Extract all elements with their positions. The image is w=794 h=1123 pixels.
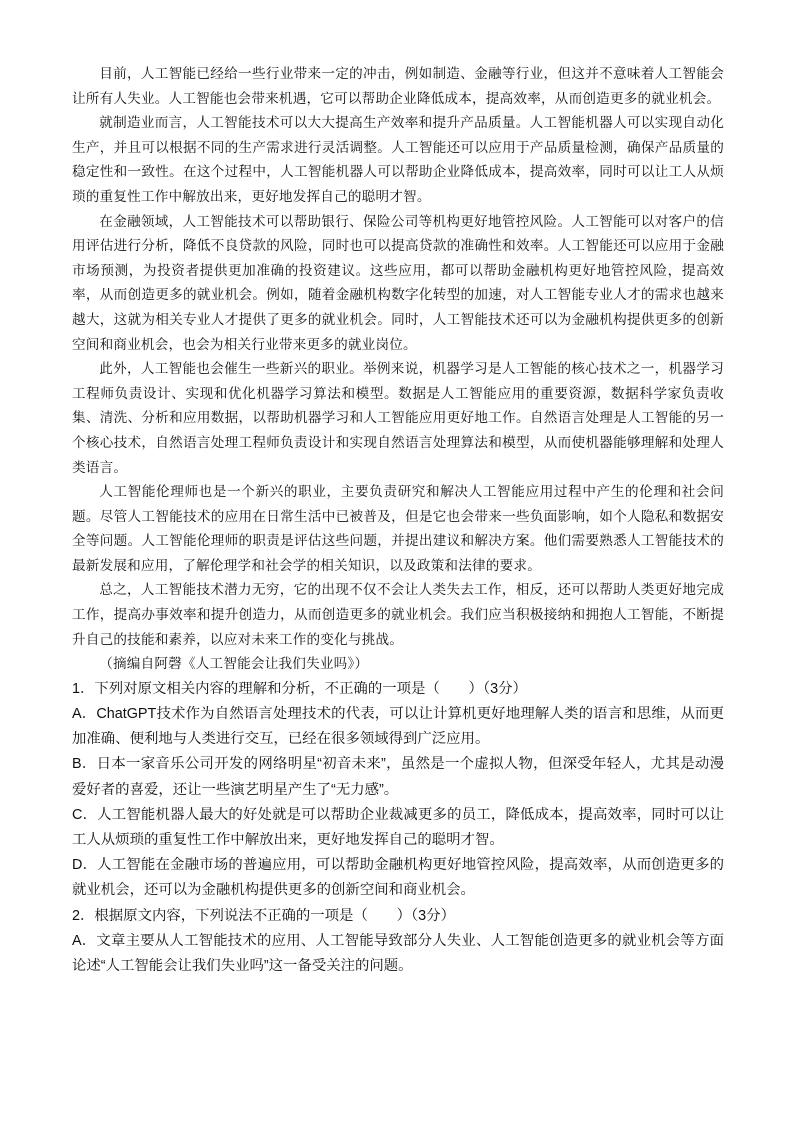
question-2-option-a: A．文章主要从人工智能技术的应用、人工智能导致部分人失业、人工智能创造更多的就业机会等方面论述“人工智能会让我们失业吗”这一备受关注的问题。 <box>72 932 724 975</box>
reading-passage <box>72 62 724 677</box>
question-1-option-b: B．日本一家音乐公司开发的网络明星“初音未来”，虽然是一个虚拟人物，但深受年轻人，尤其是动漫爱好者的喜爱，还让一些演艺明星产生了“无力感”。 <box>72 756 724 798</box>
passage-paragraph-5: 人工智能伦理师也是一个新兴的职业，主要负责研究和解决人工智能应用过程中产生的伦理和社会问题。尽管人工智能技术的应用在日常生活中已被普及，但是它也会带来一些负面影响，如个人隐私和数据安全等问题。人工智能伦理师的职责是评估这些问题，并提出建议和解决方案。他们需要熟悉人工智能技术的最新发展和应用，了解伦理学和社会学的相关知识，以及政策和法律的要求。 <box>72 484 724 574</box>
passage-paragraph-4: 此外，人工智能也会催生一些新兴的职业。举例来说，机器学习是人工智能的核心技术之一，机器学习工程师负责设计、实现和优化机器学习算法和模型。数据是人工智能应用的重要资源，数据科学家负责收集、清洗、分析和应用数据，以帮助机器学习和人工智能应用更好地工作。自然语言处理是人工智能的另一个核心技术，自然语言处理工程师负责设计和实现自然语言处理算法和模型，从而使机器能够理解和处理人类语言。 <box>72 361 724 476</box>
question-1-option-c: C．人工智能机器人最大的好处就是可以帮助企业裁减更多的员工，降低成本，提高效率，同时可以让工人从烦琐的重复性工作中解放出来，更好地发挥自己的聪明才智。 <box>72 806 724 849</box>
passage-paragraph-2: 就制造业而言，人工智能技术可以大大提高生产效率和提升产品质量。人工智能机器人可以实现自动化生产，并且可以根据不同的生产需求进行灵活调整。人工智能还可以应用于产品质量检测，确保产品质量的稳定性和一致性。在这个过程中，人工智能机器人可以帮助企业降低成本，提高效率，同时可以让工人从烦琐的重复性工作中解放出来，更好地发挥自己的聪明才智。 <box>72 115 724 205</box>
passage-paragraph-3: 在金融领域，人工智能技术可以帮助银行、保险公司等机构更好地管控风险。人工智能可以对客户的信用评估进行分析，降低不良贷款的风险，同时也可以提高贷款的准确性和效率。人工智能还可以应用于金融市场预测，为投资者提供更加准确的投资建议。这些应用，都可以帮助金融机构更好地管控风险，提高效率，从而创造更多的就业机会。例如，随着金融机构数字化转型的加速，对人工智能专业人才的需求也越来越大，这就为相关专业人才提供了更多的就业机会。同时，人工智能技术还可以为金融机构提供更多的创新空间和商业机会，也会为相关行业带来更多的就业岗位。 <box>72 213 724 353</box>
question-2 <box>72 904 724 980</box>
question-2-stem: 2．根据原文内容，下列说法不正确的一项是（ ）（3分） <box>72 907 455 924</box>
question-1 <box>72 677 724 904</box>
passage-paragraph-6: 总之，人工智能技术潜力无穷，它的出现不仅不会让人类失去工作，相反，还可以帮助人类更好地完成工作，提高办事效率和提升创造力，从而创造更多的就业机会。我们应当积极接纳和拥抱人工智能，不断提升自己的技能和素养，以应对未来工作的变化与挑战。 <box>72 582 724 648</box>
question-list <box>72 677 724 979</box>
passage-paragraph-1: 目前，人工智能已经给一些行业带来一定的冲击，例如制造、金融等行业，但这并不意味着人工智能会让所有人失业。人工智能也会带来机遇，它可以帮助企业降低成本，提高效率，从而创造更多的就业机会。 <box>72 66 724 107</box>
question-1-option-d: D．人工智能在金融市场的普遍应用，可以帮助金融机构更好地管控风险，提高效率，从而创造更多的就业机会，还可以为金融机构提供更多的创新空间和商业机会。 <box>72 857 724 899</box>
exam-page <box>72 62 724 979</box>
passage-source: （摘编自阿磬《人工智能会让我们失业吗》） <box>99 656 369 673</box>
question-1-option-a: A．ChatGPT技术作为自然语言处理技术的代表，可以让计算机更好地理解人类的语言和思维，从而更加准确、便利地与人类进行交互，已经在很多领域得到广泛应用。 <box>72 706 724 748</box>
question-1-stem: 1．下列对原文相关内容的理解和分析，不正确的一项是（ ）（3分） <box>72 680 527 697</box>
